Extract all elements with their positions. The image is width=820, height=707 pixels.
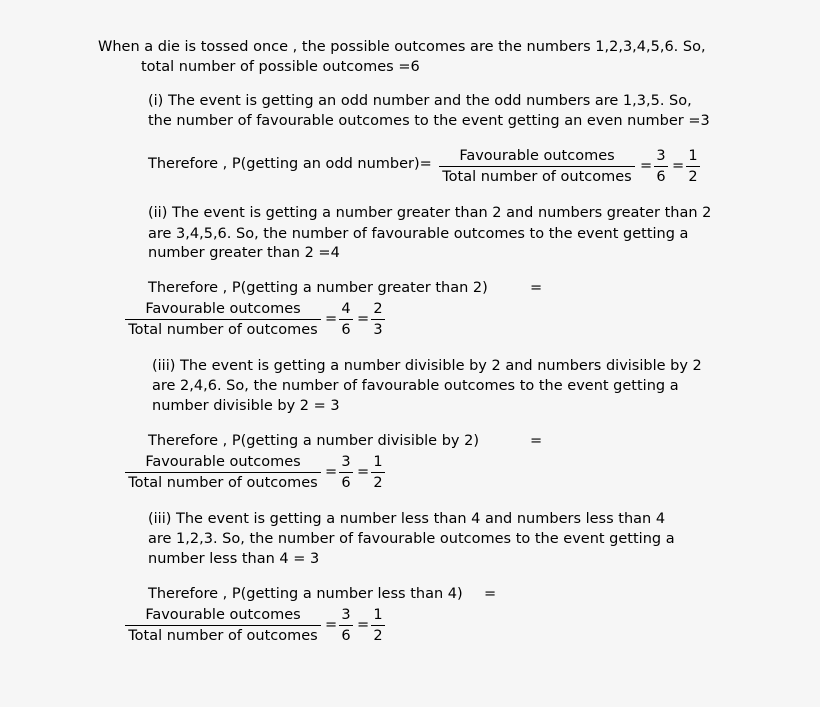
part2-line-3: number greater than 2 =4 bbox=[148, 245, 340, 261]
part3-fraction-result bbox=[371, 453, 385, 492]
part1-therefore: Therefore , P(getting an odd number)= bbox=[148, 156, 432, 172]
part2-fraction-value bbox=[339, 300, 353, 339]
part4-fraction-value bbox=[339, 606, 353, 645]
fraction-numerator: 3 bbox=[654, 147, 668, 167]
part1-fraction-value bbox=[654, 147, 668, 186]
fraction-numerator: 3 bbox=[339, 453, 353, 473]
equals-sign: = bbox=[357, 617, 370, 633]
fraction-numerator: Favourable outcomes bbox=[125, 453, 321, 473]
part3-fraction-value bbox=[339, 453, 353, 492]
fraction-denominator: Total number of outcomes bbox=[442, 169, 632, 185]
fraction-numerator: Favourable outcomes bbox=[125, 606, 321, 626]
fraction-numerator: 2 bbox=[371, 300, 385, 320]
equals-sign: = bbox=[530, 433, 543, 449]
part4-line-1: (iii) The event is getting a number less than 4 and numbers less than 4 bbox=[148, 511, 666, 527]
fraction-denominator: 2 bbox=[688, 169, 698, 185]
fraction-numerator: 1 bbox=[371, 606, 385, 626]
part4-therefore: Therefore , P(getting a number less than 4) bbox=[148, 586, 463, 602]
equals-sign: = bbox=[325, 617, 338, 633]
fraction-numerator: 1 bbox=[686, 147, 700, 167]
fraction-denominator: 6 bbox=[341, 322, 351, 338]
part3-line-3: number divisible by 2 = 3 bbox=[152, 398, 340, 414]
equals-sign: = bbox=[325, 311, 338, 327]
fraction-denominator: Total number of outcomes bbox=[128, 475, 318, 491]
part1-line-1: (i) The event is getting an odd number and the odd numbers are 1,3,5. So, bbox=[148, 93, 692, 109]
equals-sign: = bbox=[357, 464, 370, 480]
part2-fraction-result bbox=[371, 300, 385, 339]
fraction-denominator: 2 bbox=[373, 475, 383, 491]
part4-line-3: number less than 4 = 3 bbox=[148, 551, 320, 567]
fraction-denominator: 3 bbox=[373, 322, 383, 338]
part3-line-1: (iii) The event is getting a number divisible by 2 and numbers divisible by 2 bbox=[152, 358, 702, 374]
part1-fraction-main bbox=[439, 147, 635, 186]
intro-line-2: total number of possible outcomes =6 bbox=[141, 59, 420, 75]
part3-fraction-main bbox=[125, 453, 321, 492]
part4-fraction-result bbox=[371, 606, 385, 645]
part1-fraction-result bbox=[686, 147, 700, 186]
fraction-numerator: Favourable outcomes bbox=[439, 147, 635, 167]
part3-line-2: are 2,4,6. So, the number of favourable outcomes to the event getting a bbox=[152, 378, 679, 394]
fraction-denominator: 6 bbox=[341, 475, 351, 491]
equals-sign: = bbox=[325, 464, 338, 480]
equals-sign: = bbox=[357, 311, 370, 327]
part4-line-2: are 1,2,3. So, the number of favourable outcomes to the event getting a bbox=[148, 531, 675, 547]
fraction-numerator: 4 bbox=[339, 300, 353, 320]
intro-line-1: When a die is tossed once , the possible outcomes are the numbers 1,2,3,4,5,6. So, bbox=[98, 39, 706, 55]
part2-fraction-main bbox=[125, 300, 321, 339]
part2-line-1: (ii) The event is getting a number greater than 2 and numbers greater than 2 bbox=[148, 205, 712, 221]
fraction-denominator: 6 bbox=[341, 628, 351, 644]
equals-sign: = bbox=[530, 280, 543, 296]
fraction-denominator: Total number of outcomes bbox=[128, 322, 318, 338]
fraction-denominator: Total number of outcomes bbox=[128, 628, 318, 644]
equals-sign: = bbox=[640, 158, 653, 174]
part1-line-2: the number of favourable outcomes to the event getting an even number =3 bbox=[148, 113, 710, 129]
fraction-numerator: Favourable outcomes bbox=[125, 300, 321, 320]
part3-therefore: Therefore , P(getting a number divisible by 2) bbox=[148, 433, 479, 449]
fraction-denominator: 6 bbox=[656, 169, 666, 185]
fraction-denominator: 2 bbox=[373, 628, 383, 644]
equals-sign: = bbox=[672, 158, 685, 174]
part2-therefore: Therefore , P(getting a number greater than 2) bbox=[148, 280, 488, 296]
part4-fraction-main bbox=[125, 606, 321, 645]
fraction-numerator: 3 bbox=[339, 606, 353, 626]
equals-sign: = bbox=[484, 586, 497, 602]
part2-line-2: are 3,4,5,6. So, the number of favourable outcomes to the event getting a bbox=[148, 226, 689, 242]
fraction-numerator: 1 bbox=[371, 453, 385, 473]
